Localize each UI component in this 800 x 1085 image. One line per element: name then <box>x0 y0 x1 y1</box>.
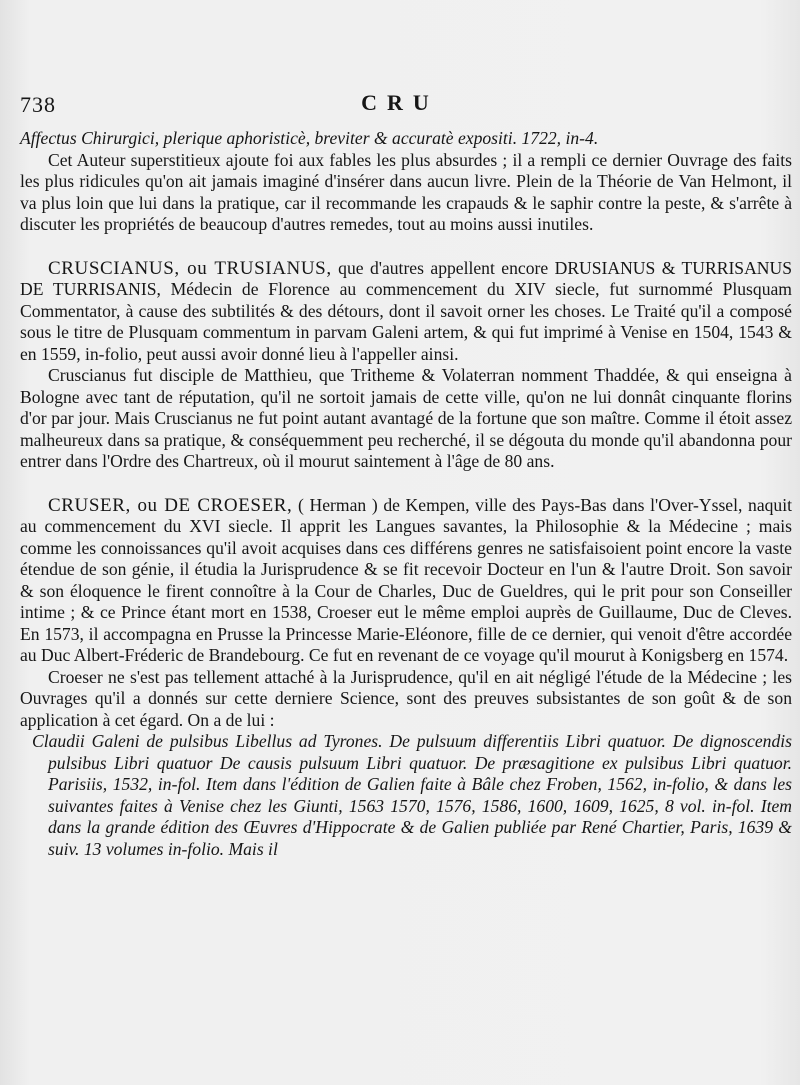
entry-text: ( Herman ) de Kempen, ville des Pays-Bas dans l'Over-Yssel, naquit au commencement du XVI siecle. Il apprit les Langues savantes, la Philosophie & la Médecine ; mais comme les connoissances qu'il avoit acquises dans ces différens genres ne satisfaisoient point encore la vaste étendue de son génie, il étudia la Jurisprudence & se fit recevoir Docteur en l'un & l'autre Droit. Son savoir & son éloquence le firent connoître à la Cour de Charles, Duc de Gueldres, qui le prit pour son Conseiller intime ; & ce Prince étant mort en 1538, Croeser eut le même emploi auprès de Guillaume, Duc de Cleves. En 1573, il accompagna en Prusse la Princesse Marie-Eléonore, fille de ce dernier, qui venoit d'être accordée au Duc Albert-Fréderic de Brandebourg. Ce fut en revenant de ce voyage qu'il mourut à Konigsberg en 1574. <box>20 494 792 665</box>
entry-cruser <box>20 495 792 667</box>
entry-headword: CRUSCIANUS, ou TRUSIANUS, <box>48 257 332 279</box>
entry-headword: CRUSER, ou DE CROESER, <box>48 494 293 516</box>
entry-text: que d'autres appellent encore DRUSIANUS & TURRISANUS DE TURRISANIS, Médecin de Florence au commencement du XIV siecle, fut surnommé Plusquam Commentator, à cause des subtilités & des détours, dont il savoit orner les choses. Le Traité qu'il a composé sous le titre de Plusquam commentum in parvam Galeni artem, & qui fut imprimé à Venise en 1504, 1543 & en 1559, in-folio, peut aussi avoir donné lieu à l'appeller ainsi. <box>20 257 792 364</box>
works-list <box>20 731 792 860</box>
continued-title-line: Affectus Chirurgici, plerique aphoristicè, breviter & accuratè expositi. 1722, in-4. <box>20 128 599 148</box>
paragraph-commentary: Cet Auteur superstitieux ajoute foi aux fables les plus absurdes ; il a rempli ce dernier Ouvrage des faits les plus ridicules qu'on ait jamais imaginé d'insérer dans aucun livre. Plein de la Théorie de Van Helmont, il va plus loin que lui dans la pratique, car il recommande les crapauds & le saphir contre la peste, & s'arrête à discuter les propriétés de beaucoup d'autres remedes, tout au moins aussi inutiles. <box>20 149 792 234</box>
work-item: Claudii Galeni de pulsibus Libellus ad Tyrones. De pulsuum differentiis Libri quatuor. De dignoscendis pulsibus Libri quatuor De causis pulsuum Libri quatuor. De præsagitione ex pulsibus Libri quatuor. Parisiis, 1532, in-fol. Item dans l'édition de Galien faite à Bâle chez Froben, 1562, in-folio, & dans les suivantes faites à Venise chez les Giunti, 1563 1570, 1576, 1586, 1600, 1609, 1625, 8 vol. in-fol. Item dans la grande édition des Œuvres d'Hippocrate & de Galien publiée par René Chartier, Paris, 1639 & suiv. 13 volumes in-folio. Mais il <box>32 731 792 859</box>
running-head: CRU <box>361 90 439 115</box>
page-body <box>20 128 792 860</box>
paragraph-cruscianus-life: Cruscianus fut disciple de Matthieu, que Tritheme & Volaterran nomment Thaddée, & qui enseigna à Bologne avec tant de réputation, qu'il ne sortoit jamais de cette ville, qu'on ne lui donnât cinquante florins d'or par jour. Mais Cruscianus ne fut point autant avantagé de la fortune que son maître. Comme il étoit assez malheureux dans sa pratique, & conséquemment peu recherché, il se dégouta du monde qu'il abandonna pour entrer dans l'Ordre des Chartreux, où il mourut saintement à l'âge de 80 ans. <box>20 365 792 471</box>
page-number: 738 <box>20 92 56 117</box>
paragraph-cruser-works-intro: Croeser ne s'est pas tellement attaché à la Jurisprudence, qu'il en ait négligé l'étude de la Médecine ; les Ouvrages qu'il a donnés sur cette derniere Science, sont des preuves subsistantes de son goût & de son application à cet égard. On a de lui : <box>20 666 792 730</box>
page-header <box>20 88 780 122</box>
entry-cruscianus <box>20 258 792 366</box>
